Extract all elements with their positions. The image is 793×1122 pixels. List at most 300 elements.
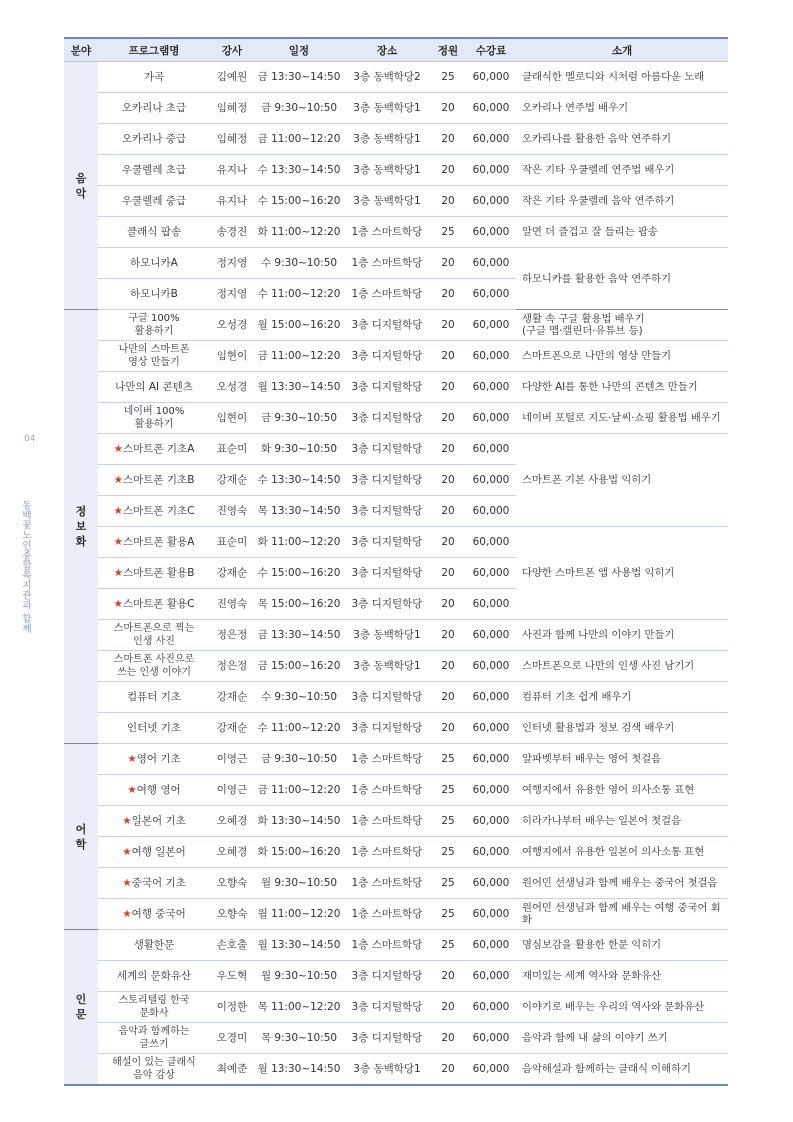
program-name: 하모니카B xyxy=(130,288,178,300)
fee-cell: 60,000 xyxy=(466,403,516,434)
program-name: 스마트폰 활용A xyxy=(123,536,195,548)
program-name: 스마트폰 기초A xyxy=(123,443,195,455)
schedule-cell: 금 15:00~16:20 xyxy=(254,651,344,682)
intro-cell: 작은 기타 우쿨렐레 음악 연주하기 xyxy=(516,186,728,217)
capacity-cell: 20 xyxy=(430,403,466,434)
program-cell xyxy=(98,279,210,310)
schedule-cell: 화 11:00~12:20 xyxy=(254,217,344,248)
teacher-cell: 오향숙 xyxy=(210,868,254,899)
program-cell xyxy=(98,682,210,713)
intro-cell: 작은 기타 우쿨렐레 연주법 배우기 xyxy=(516,155,728,186)
table-row xyxy=(64,620,728,651)
program-cell xyxy=(98,310,210,341)
star-icon: ★ xyxy=(113,536,124,548)
table-row xyxy=(64,527,728,558)
fee-cell: 60,000 xyxy=(466,310,516,341)
program-name: 우쿨렐레 초급 xyxy=(121,164,187,176)
fee-cell: 60,000 xyxy=(466,682,516,713)
fee-cell: 60,000 xyxy=(466,930,516,961)
schedule-cell: 화 15:00~16:20 xyxy=(254,837,344,868)
table-row xyxy=(64,372,728,403)
table-row xyxy=(64,868,728,899)
star-icon: ★ xyxy=(122,815,132,827)
capacity-cell: 20 xyxy=(430,93,466,124)
program-name: 스마트폰 활용B xyxy=(123,567,195,579)
place-cell: 3층 디지털학당 xyxy=(344,961,430,992)
teacher-cell: 임혜정 xyxy=(210,124,254,155)
teacher-cell: 진영숙 xyxy=(210,589,254,620)
place-cell: 3층 디지털학당 xyxy=(344,465,430,496)
fee-cell: 60,000 xyxy=(466,527,516,558)
intro-cell: 음악해설과 함께하는 클래식 이해하기 xyxy=(516,1054,728,1086)
header-schedule: 일정 xyxy=(254,38,344,62)
schedule-cell: 월 9:30~10:50 xyxy=(254,961,344,992)
category-cell xyxy=(64,310,98,744)
teacher-cell: 오향숙 xyxy=(210,899,254,930)
program-name: 하모니카A xyxy=(130,257,178,269)
program-name: 구글 100% 활용하기 xyxy=(128,313,180,337)
place-cell: 3층 디지털학당 xyxy=(344,527,430,558)
category-label: 어학 xyxy=(75,822,87,851)
program-cell xyxy=(98,186,210,217)
program-name: 오카리나 초급 xyxy=(121,102,187,114)
table-row xyxy=(64,310,728,341)
place-cell: 3층 디지털학당 xyxy=(344,341,430,372)
intro-cell: 사진과 함께 나만의 이야기 만들기 xyxy=(516,620,728,651)
intro-cell: 명심보감을 활용한 한문 익히기 xyxy=(516,930,728,961)
intro-cell: 원어민 선생님과 함께 배우는 여행 중국어 회화 xyxy=(516,899,728,930)
schedule-cell: 월 13:30~14:50 xyxy=(254,930,344,961)
program-name: 음악과 함께하는 글쓰기 xyxy=(118,1026,190,1050)
capacity-cell: 25 xyxy=(430,837,466,868)
header-teacher: 강사 xyxy=(210,38,254,62)
star-icon: ★ xyxy=(122,908,132,920)
category-cell xyxy=(64,930,98,1086)
table-row xyxy=(64,930,728,961)
program-cell xyxy=(98,589,210,620)
schedule-cell: 수 15:00~16:20 xyxy=(254,186,344,217)
teacher-cell: 표순미 xyxy=(210,434,254,465)
teacher-cell: 강재순 xyxy=(210,713,254,744)
program-name: 클래식 팝송 xyxy=(126,226,182,238)
table-header-row xyxy=(64,38,728,62)
star-icon: ★ xyxy=(113,443,124,455)
fee-cell: 60,000 xyxy=(466,62,516,93)
place-cell: 3층 디지털학당 xyxy=(344,682,430,713)
program-name: 일본어 기초 xyxy=(131,815,186,827)
place-cell: 1층 스마트학당 xyxy=(344,248,430,279)
place-cell: 1층 스마트학당 xyxy=(344,837,430,868)
star-icon: ★ xyxy=(113,598,123,610)
teacher-cell: 유지나 xyxy=(210,155,254,186)
schedule-cell: 목 11:00~12:20 xyxy=(254,992,344,1023)
fee-cell: 60,000 xyxy=(466,806,516,837)
program-name: 영어 기초 xyxy=(136,753,181,765)
fee-cell: 60,000 xyxy=(466,992,516,1023)
teacher-cell: 우도혁 xyxy=(210,961,254,992)
table-row xyxy=(64,651,728,682)
schedule-cell: 금 9:30~10:50 xyxy=(254,744,344,775)
schedule-cell: 화 13:30~14:50 xyxy=(254,806,344,837)
capacity-cell: 25 xyxy=(430,744,466,775)
teacher-cell: 임현이 xyxy=(210,341,254,372)
intro-cell: 클래식한 멜로디와 시처럼 아름다운 노래 xyxy=(516,62,728,93)
teacher-cell: 정지영 xyxy=(210,248,254,279)
program-cell xyxy=(98,651,210,682)
capacity-cell: 20 xyxy=(430,434,466,465)
capacity-cell: 20 xyxy=(430,589,466,620)
program-cell xyxy=(98,93,210,124)
table-row xyxy=(64,248,728,279)
place-cell: 1층 스마트학당 xyxy=(344,279,430,310)
capacity-cell: 20 xyxy=(430,1054,466,1086)
teacher-cell: 임현이 xyxy=(210,403,254,434)
capacity-cell: 25 xyxy=(430,217,466,248)
place-cell: 3층 동백학당1 xyxy=(344,93,430,124)
place-cell: 3층 동백학당1 xyxy=(344,1054,430,1086)
fee-cell: 60,000 xyxy=(466,620,516,651)
fee-cell: 60,000 xyxy=(466,744,516,775)
capacity-cell: 20 xyxy=(430,496,466,527)
fee-cell: 60,000 xyxy=(466,279,516,310)
place-cell: 3층 동백학당2 xyxy=(344,62,430,93)
program-cell xyxy=(98,961,210,992)
place-cell: 3층 디지털학당 xyxy=(344,434,430,465)
fee-cell: 60,000 xyxy=(466,1023,516,1054)
table-row xyxy=(64,403,728,434)
schedule-cell: 금 11:00~12:20 xyxy=(254,775,344,806)
table-row xyxy=(64,93,728,124)
table-row xyxy=(64,899,728,930)
fee-cell: 60,000 xyxy=(466,341,516,372)
schedule-cell: 금 9:30~10:50 xyxy=(254,403,344,434)
place-cell: 1층 스마트학당 xyxy=(344,775,430,806)
teacher-cell: 표순미 xyxy=(210,527,254,558)
teacher-cell: 이영근 xyxy=(210,744,254,775)
program-cell xyxy=(98,558,210,589)
place-cell: 3층 동백학당1 xyxy=(344,155,430,186)
teacher-cell: 김예원 xyxy=(210,62,254,93)
program-cell xyxy=(98,713,210,744)
fee-cell: 60,000 xyxy=(466,651,516,682)
category-cell xyxy=(64,62,98,310)
fee-cell: 60,000 xyxy=(466,248,516,279)
program-name: 스마트폰 사진으로 쓰는 인생 이야기 xyxy=(113,654,195,678)
fee-cell: 60,000 xyxy=(466,713,516,744)
category-label: 음악 xyxy=(75,171,87,200)
teacher-cell: 강재순 xyxy=(210,558,254,589)
table-row xyxy=(64,341,728,372)
capacity-cell: 20 xyxy=(430,682,466,713)
table-row xyxy=(64,961,728,992)
table-row xyxy=(64,155,728,186)
schedule-cell: 월 9:30~10:50 xyxy=(254,868,344,899)
fee-cell: 60,000 xyxy=(466,961,516,992)
teacher-cell: 오경미 xyxy=(210,1023,254,1054)
program-cell xyxy=(98,372,210,403)
schedule-cell: 수 13:30~14:50 xyxy=(254,155,344,186)
program-name: 인터넷 기초 xyxy=(126,722,182,734)
program-cell xyxy=(98,775,210,806)
intro-cell: 음악과 함께 내 삶의 이야기 쓰기 xyxy=(516,1023,728,1054)
teacher-cell: 최예준 xyxy=(210,1054,254,1086)
place-cell: 3층 동백학당1 xyxy=(344,651,430,682)
schedule-cell: 수 9:30~10:50 xyxy=(254,682,344,713)
star-icon: ★ xyxy=(122,846,132,858)
program-name: 여행 영어 xyxy=(136,784,181,796)
program-name: 스마트폰 기초B xyxy=(123,474,195,486)
intro-cell: 오카리나 연주법 배우기 xyxy=(516,93,728,124)
fee-cell: 60,000 xyxy=(466,372,516,403)
table-row xyxy=(64,217,728,248)
table-row xyxy=(64,992,728,1023)
schedule-cell: 수 11:00~12:20 xyxy=(254,713,344,744)
header-program: 프로그램명 xyxy=(98,38,210,62)
intro-cell: 스마트폰 기본 사용법 익히기 xyxy=(516,434,728,527)
star-icon: ★ xyxy=(113,505,123,517)
program-cell xyxy=(98,992,210,1023)
intro-cell: 여행지에서 유용한 영어 의사소통 표현 xyxy=(516,775,728,806)
program-cell xyxy=(98,217,210,248)
fee-cell: 60,000 xyxy=(466,155,516,186)
schedule-cell: 금 9:30~10:50 xyxy=(254,93,344,124)
program-name: 중국어 기초 xyxy=(131,877,186,889)
teacher-cell: 강재순 xyxy=(210,465,254,496)
capacity-cell: 25 xyxy=(430,806,466,837)
intro-cell: 다양한 스마트폰 앱 사용법 익히기 xyxy=(516,527,728,620)
teacher-cell: 진영숙 xyxy=(210,496,254,527)
intro-cell: 스마트폰으로 나만의 영상 만들기 xyxy=(516,341,728,372)
schedule-cell: 수 11:00~12:20 xyxy=(254,279,344,310)
header-fee: 수강료 xyxy=(466,38,516,62)
place-cell: 1층 스마트학당 xyxy=(344,899,430,930)
program-name: 나만의 스마트폰 영상 만들기 xyxy=(118,344,190,368)
teacher-cell: 유지나 xyxy=(210,186,254,217)
intro-cell: 이야기로 배우는 우리의 역사와 문화유산 xyxy=(516,992,728,1023)
capacity-cell: 20 xyxy=(430,279,466,310)
table-row xyxy=(64,775,728,806)
capacity-cell: 25 xyxy=(430,868,466,899)
program-cell xyxy=(98,620,210,651)
intro-cell: 하모니카를 활용한 음악 연주하기 xyxy=(516,248,728,310)
schedule-cell: 월 13:30~14:50 xyxy=(254,372,344,403)
schedule-cell: 월 11:00~12:20 xyxy=(254,899,344,930)
program-cell xyxy=(98,1023,210,1054)
schedule-cell: 화 11:00~12:20 xyxy=(254,527,344,558)
place-cell: 3층 동백학당1 xyxy=(344,124,430,155)
table-row xyxy=(64,837,728,868)
side-title: 동백꽃노인종합복지관과 함께 xyxy=(20,500,31,634)
capacity-cell: 25 xyxy=(430,62,466,93)
program-name: 해설이 있는 클래식 음악 감상 xyxy=(112,1057,196,1081)
place-cell: 3층 디지털학당 xyxy=(344,589,430,620)
place-cell: 3층 디지털학당 xyxy=(344,372,430,403)
program-cell xyxy=(98,930,210,961)
program-name: 우쿨렐레 중급 xyxy=(121,195,187,207)
intro-cell: 생활 속 구글 활용법 배우기 (구글 맵·캘린더·유튜브 등) xyxy=(516,310,728,341)
program-name: 스마트폰 기초C xyxy=(122,505,195,517)
category-cell xyxy=(64,744,98,930)
program-name: 스마트폰 활용C xyxy=(122,598,195,610)
table-row xyxy=(64,1054,728,1086)
program-cell xyxy=(98,899,210,930)
header-category: 분야 xyxy=(64,38,98,62)
schedule-cell: 금 13:30~14:50 xyxy=(254,62,344,93)
fee-cell: 60,000 xyxy=(466,496,516,527)
capacity-cell: 20 xyxy=(430,372,466,403)
capacity-cell: 20 xyxy=(430,1023,466,1054)
intro-cell: 알파벳부터 배우는 영어 첫걸음 xyxy=(516,744,728,775)
intro-cell: 재미있는 세계 역사와 문화유산 xyxy=(516,961,728,992)
program-cell xyxy=(98,527,210,558)
table-row xyxy=(64,186,728,217)
capacity-cell: 20 xyxy=(430,558,466,589)
intro-cell: 스마트폰으로 나만의 인생 사진 남기기 xyxy=(516,651,728,682)
schedule-cell: 수 9:30~10:50 xyxy=(254,248,344,279)
header-intro: 소개 xyxy=(516,38,728,62)
place-cell: 3층 동백학당1 xyxy=(344,620,430,651)
teacher-cell: 강재순 xyxy=(210,682,254,713)
schedule-cell: 월 15:00~16:20 xyxy=(254,310,344,341)
program-cell xyxy=(98,1054,210,1086)
place-cell: 3층 디지털학당 xyxy=(344,496,430,527)
place-cell: 1층 스마트학당 xyxy=(344,868,430,899)
schedule-cell: 금 11:00~12:20 xyxy=(254,341,344,372)
place-cell: 3층 디지털학당 xyxy=(344,992,430,1023)
schedule-cell: 화 9:30~10:50 xyxy=(254,434,344,465)
program-cell xyxy=(98,744,210,775)
header-capacity: 정원 xyxy=(430,38,466,62)
teacher-cell: 이정한 xyxy=(210,992,254,1023)
star-icon: ★ xyxy=(127,753,137,765)
star-icon: ★ xyxy=(113,474,123,486)
intro-cell: 알면 더 즐겁고 잘 들리는 팝송 xyxy=(516,217,728,248)
table-row xyxy=(64,1023,728,1054)
fee-cell: 60,000 xyxy=(466,1054,516,1086)
program-cell xyxy=(98,465,210,496)
program-cell xyxy=(98,248,210,279)
capacity-cell: 20 xyxy=(430,465,466,496)
program-name: 가곡 xyxy=(143,71,165,83)
place-cell: 1층 스마트학당 xyxy=(344,744,430,775)
place-cell: 1층 스마트학당 xyxy=(344,930,430,961)
intro-cell: 인터넷 활용법과 정보 검색 배우기 xyxy=(516,713,728,744)
program-schedule-table xyxy=(64,37,728,1086)
program-cell xyxy=(98,496,210,527)
intro-cell: 히라가나부터 배우는 일본어 첫걸음 xyxy=(516,806,728,837)
fee-cell: 60,000 xyxy=(466,558,516,589)
fee-cell: 60,000 xyxy=(466,217,516,248)
capacity-cell: 20 xyxy=(430,155,466,186)
intro-cell: 여행지에서 유용한 일본어 의사소통 표현 xyxy=(516,837,728,868)
program-name: 생활한문 xyxy=(133,939,175,951)
teacher-cell: 오혜경 xyxy=(210,806,254,837)
fee-cell: 60,000 xyxy=(466,465,516,496)
teacher-cell: 오혜경 xyxy=(210,837,254,868)
place-cell: 1층 스마트학당 xyxy=(344,217,430,248)
fee-cell: 60,000 xyxy=(466,775,516,806)
place-cell: 3층 디지털학당 xyxy=(344,310,430,341)
fee-cell: 60,000 xyxy=(466,837,516,868)
schedule-cell: 금 11:00~12:20 xyxy=(254,124,344,155)
capacity-cell: 20 xyxy=(430,961,466,992)
place-cell: 3층 디지털학당 xyxy=(344,713,430,744)
schedule-cell: 목 13:30~14:50 xyxy=(254,496,344,527)
intro-cell: 컴퓨터 기초 쉽게 배우기 xyxy=(516,682,728,713)
capacity-cell: 20 xyxy=(430,651,466,682)
schedule-cell: 수 15:00~16:20 xyxy=(254,558,344,589)
teacher-cell: 정은정 xyxy=(210,620,254,651)
capacity-cell: 20 xyxy=(430,341,466,372)
table-body xyxy=(64,62,728,1086)
program-cell xyxy=(98,124,210,155)
program-name: 여행 일본어 xyxy=(131,846,186,858)
table-row xyxy=(64,744,728,775)
program-name: 나만의 AI 콘텐츠 xyxy=(115,381,193,393)
schedule-cell: 금 13:30~14:50 xyxy=(254,620,344,651)
fee-cell: 60,000 xyxy=(466,186,516,217)
teacher-cell: 임혜정 xyxy=(210,93,254,124)
intro-cell: 원어민 선생님과 함께 배우는 중국어 첫걸음 xyxy=(516,868,728,899)
place-cell: 3층 디지털학당 xyxy=(344,558,430,589)
program-name: 스토리텔링 한국 문화사 xyxy=(118,995,190,1019)
table-row xyxy=(64,434,728,465)
teacher-cell: 정지영 xyxy=(210,279,254,310)
capacity-cell: 25 xyxy=(430,899,466,930)
capacity-cell: 20 xyxy=(430,310,466,341)
intro-cell: 오카리나를 활용한 음악 연주하기 xyxy=(516,124,728,155)
teacher-cell: 이영근 xyxy=(210,775,254,806)
place-cell: 3층 디지털학당 xyxy=(344,1023,430,1054)
program-cell xyxy=(98,62,210,93)
teacher-cell: 정은정 xyxy=(210,651,254,682)
capacity-cell: 20 xyxy=(430,124,466,155)
schedule-cell: 목 9:30~10:50 xyxy=(254,1023,344,1054)
page-number: 04 xyxy=(24,434,36,444)
program-cell xyxy=(98,155,210,186)
table-row xyxy=(64,62,728,93)
teacher-cell: 오성경 xyxy=(210,372,254,403)
program-cell xyxy=(98,868,210,899)
place-cell: 1층 스마트학당 xyxy=(344,806,430,837)
schedule-cell: 목 15:00~16:20 xyxy=(254,589,344,620)
program-cell xyxy=(98,341,210,372)
intro-cell: 다양한 AI를 통한 나만의 콘텐츠 만들기 xyxy=(516,372,728,403)
program-name: 스마트폰으로 찍는 인생 사진 xyxy=(113,623,195,647)
capacity-cell: 20 xyxy=(430,620,466,651)
capacity-cell: 20 xyxy=(430,992,466,1023)
program-cell xyxy=(98,837,210,868)
capacity-cell: 20 xyxy=(430,248,466,279)
header-place: 장소 xyxy=(344,38,430,62)
star-icon: ★ xyxy=(127,784,137,796)
category-label: 인문 xyxy=(75,993,87,1021)
program-name: 네이버 100% 활용하기 xyxy=(123,406,185,430)
fee-cell: 60,000 xyxy=(466,124,516,155)
program-cell xyxy=(98,806,210,837)
capacity-cell: 20 xyxy=(430,186,466,217)
table-row xyxy=(64,713,728,744)
category-label: 정보화 xyxy=(75,505,87,548)
program-name: 여행 중국어 xyxy=(131,908,186,920)
star-icon: ★ xyxy=(122,877,132,889)
program-cell xyxy=(98,434,210,465)
teacher-cell: 오성경 xyxy=(210,310,254,341)
program-cell xyxy=(98,403,210,434)
capacity-cell: 20 xyxy=(430,713,466,744)
fee-cell: 60,000 xyxy=(466,434,516,465)
star-icon: ★ xyxy=(113,567,123,579)
